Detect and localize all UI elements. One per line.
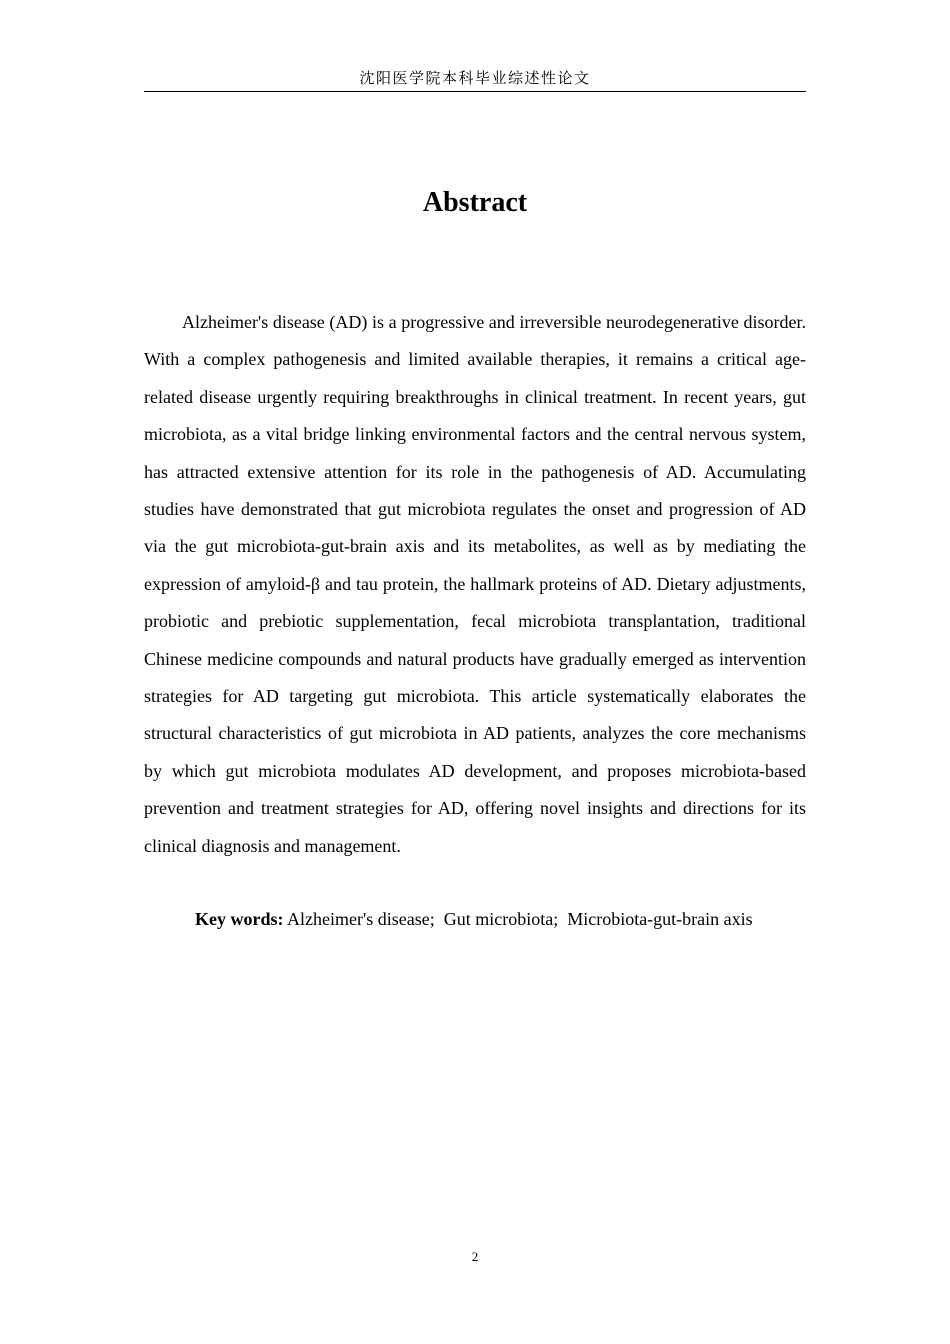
abstract-title: Abstract xyxy=(422,187,528,218)
keywords-line xyxy=(144,904,806,934)
running-header: 沈阳医学院本科毕业综述性论文 xyxy=(359,69,591,87)
keywords-label: Key words: xyxy=(195,909,284,929)
keyword-item: Alzheimer's disease; xyxy=(287,909,435,929)
keyword-item: Gut microbiota; xyxy=(443,909,559,929)
header-rule xyxy=(144,91,806,92)
abstract-body: Alzheimer's disease (AD) is a progressive and irreversible neurodegenerative disorder. With a complex pathogenesis and limited available therapies, it remains a critical age-related disease urgently requiring breakthroughs in clinical treatment. In recent years, gut microbiota, as a vital bridge linking environmental factors and the central nervous system, has attracted extensive attention for its role in the pathogenesis of AD. Accumulating studies have demonstrated that gut microbiota regulates the onset and progression of AD via the gut microbiota-gut-brain axis and its metabolites, as well as by mediating the expression of amyloid-β and tau protein, the hallmark proteins of AD. Dietary adjustments, probiotic and prebiotic supplementation, fecal microbiota transplantation, traditional Chinese medicine compounds and natural products have gradually emerged as intervention strategies for AD targeting gut microbiota. This article systematically elaborates the structural characteristics of gut microbiota in AD patients, analyzes the core mechanisms by which gut microbiota modulates AD development, and proposes microbiota-based prevention and treatment strategies for AD, offering novel insights and directions for its clinical diagnosis and management. xyxy=(144,312,806,856)
keyword-item: Microbiota-gut-brain axis xyxy=(567,909,753,929)
page-number: 2 xyxy=(471,1249,479,1264)
